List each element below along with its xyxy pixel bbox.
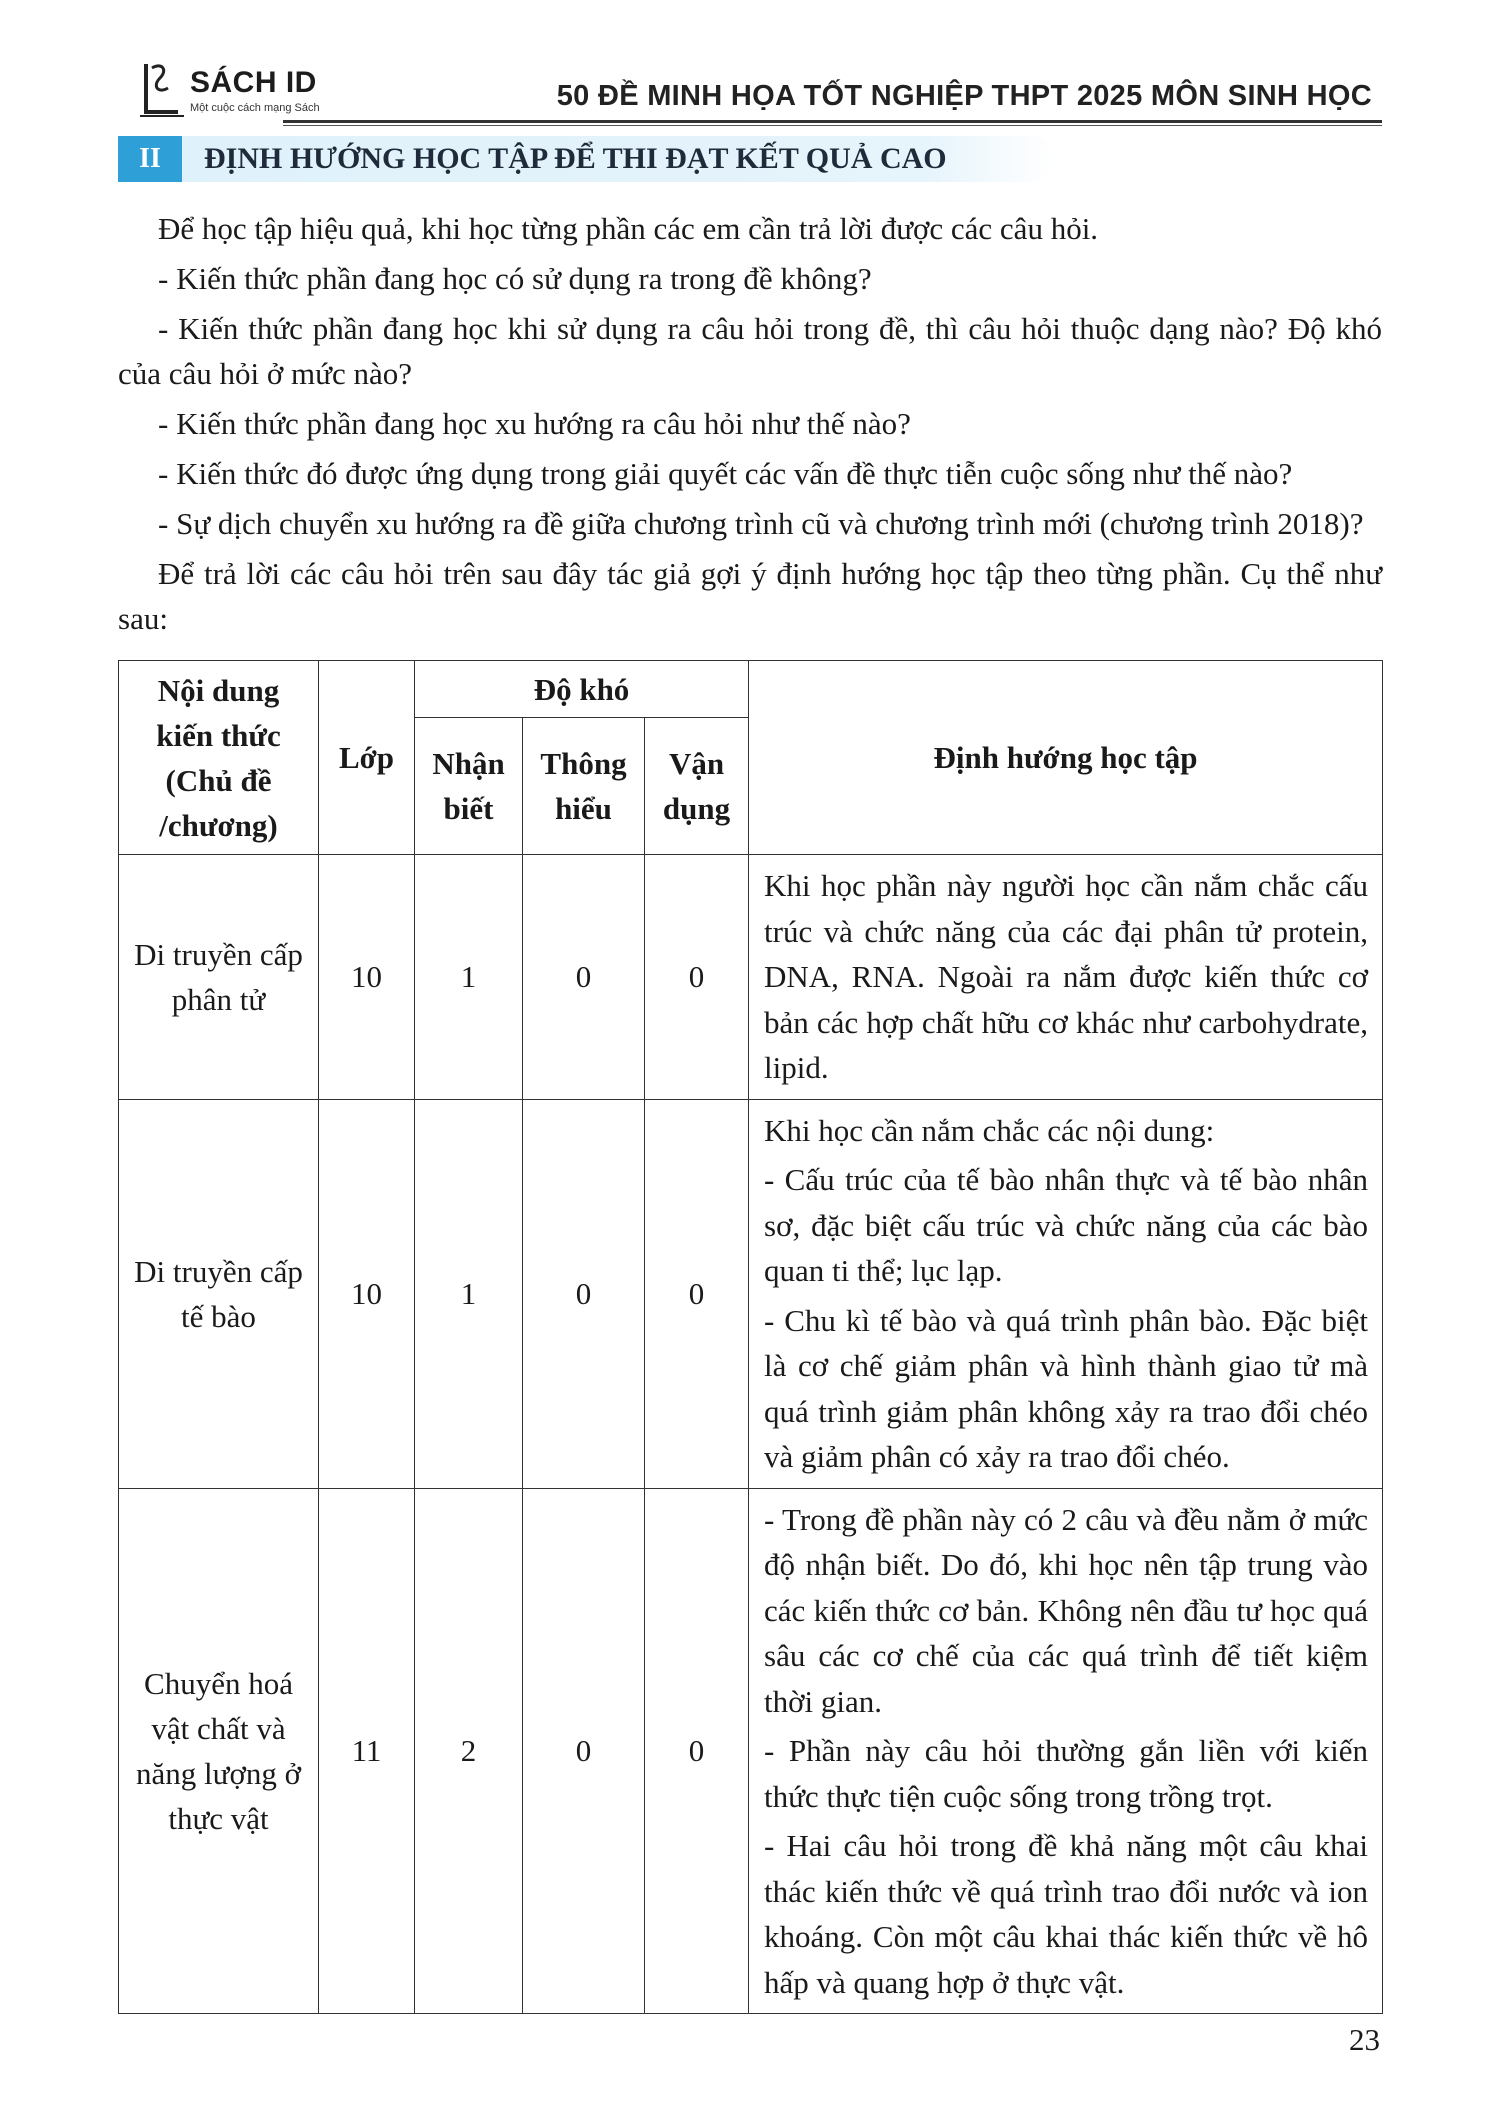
orientation-text: Khi học phần này người học cần nắm chắc cấu trúc và chức năng của các đại phân tử protein, DNA, RNA. Ngoài ra nắm được kiến thức cơ bản các hợp chất hữu cơ khác như carbohydrate, lipid.	[764, 868, 1369, 1085]
apply-cell: 0	[645, 1488, 749, 2014]
paragraph: Để trả lời các câu hỏi trên sau đây tác giả gợi ý định hướng học tập theo từng phần. Cụ thể như sau:	[118, 556, 1382, 636]
orientation-text: - Trong đề phần này có 2 câu và đều nằm ở mức độ nhận biết. Do đó, khi học nên tập trung vào các kiến thức cơ bản. Không nên đầu tư học quá sâu các cơ chế của các quá trình để tiết kiệm thời gian.	[764, 1501, 1369, 1719]
publisher-logo	[138, 60, 328, 122]
apply-cell: 0	[645, 1099, 749, 1488]
understand-cell: 0	[523, 855, 645, 1100]
page-number: 23	[1349, 2022, 1380, 2057]
grade-cell: 10	[319, 855, 415, 1100]
recognize-cell: 1	[415, 855, 523, 1100]
table-row	[119, 1099, 1383, 1488]
logo-tagline: Một cuộc cách mạng Sách	[190, 102, 320, 114]
orientation-text: - Chu kì tế bào và quá trình phân bào. Đặc biệt là cơ chế giảm phân và hình thành giao tử mà quá trình giảm phân không xảy ra trao đổi chéo và giảm phân có xảy ra trao đổi chéo.	[764, 1302, 1369, 1474]
recognize-cell: 2	[415, 1488, 523, 2014]
header-recognize: Nhận biết	[415, 718, 523, 855]
orientation-text: - Hai câu hỏi trong đề khả năng một câu khai thác kiến thức về quá trình trao đổi nước và ion khoáng. Còn một câu khai thác kiến thức về hô hấp và quang hợp ở thực vật.	[764, 1828, 1369, 2000]
section-title: ĐỊNH HƯỚNG HỌC TẬP ĐỂ THI ĐẠT KẾT QUẢ CAO	[182, 136, 1054, 182]
table-row	[119, 1488, 1383, 2014]
apply-cell: 0	[645, 855, 749, 1100]
logo-name: SÁCH ID	[190, 66, 317, 99]
orientation-cell	[749, 1099, 1383, 1488]
book-logo-icon	[138, 60, 188, 122]
understand-cell: 0	[523, 1488, 645, 2014]
header-divider	[283, 120, 1382, 123]
orientation-cell	[749, 1488, 1383, 2014]
orientation-text: Khi học cần nắm chắc các nội dung:	[764, 1112, 1215, 1148]
grade-cell: 11	[319, 1488, 415, 2014]
grade-cell: 10	[319, 1099, 415, 1488]
topic-cell: Chuyển hoá vật chất và năng lượng ở thực vật	[119, 1488, 319, 2014]
paragraph: Để học tập hiệu quả, khi học từng phần các em cần trả lời được các câu hỏi.	[158, 211, 1099, 246]
paragraph: - Sự dịch chuyển xu hướng ra đề giữa chương trình cũ và chương trình mới (chương trình 2018)?	[158, 506, 1364, 541]
orientation-text: - Cấu trúc của tế bào nhân thực và tế bào nhân sơ, đặc biệt cấu trúc và chức năng của các bào quan ti thể; lục lạp.	[764, 1162, 1369, 1288]
paragraph: - Kiến thức phần đang học có sử dụng ra trong đề không?	[158, 261, 872, 296]
header-apply: Vận dụng	[645, 718, 749, 855]
header-divider-thin	[283, 125, 1382, 126]
table-row	[119, 855, 1383, 1100]
header-difficulty: Độ khó	[415, 661, 749, 718]
intro-text	[118, 206, 1382, 646]
orientation-text: - Phần này câu hỏi thường gắn liền với kiến thức thực tiện cuộc sống trong trồng trọt.	[764, 1733, 1369, 1814]
page-header	[118, 56, 1382, 128]
recognize-cell: 1	[415, 1099, 523, 1488]
header-orientation: Định hướng học tập	[749, 661, 1383, 855]
paragraph: - Kiến thức phần đang học khi sử dụng ra câu hỏi trong đề, thì câu hỏi thuộc dạng nào? Độ khó của câu hỏi ở mức nào?	[118, 311, 1382, 391]
paragraph: - Kiến thức phần đang học xu hướng ra câu hỏi như thế nào?	[158, 406, 911, 441]
orientation-cell	[749, 855, 1383, 1100]
header-understand: Thông hiểu	[523, 718, 645, 855]
topic-cell: Di truyền cấp tế bào	[119, 1099, 319, 1488]
paragraph: - Kiến thức đó được ứng dụng trong giải quyết các vấn đề thực tiễn cuộc sống như thế nào?	[158, 456, 1293, 491]
header-content: Nội dung kiến thức (Chủ đề /chương)	[119, 661, 319, 855]
book-title: 50 ĐỀ MINH HỌA TỐT NGHIỆP THPT 2025 MÔN SINH HỌC	[556, 80, 1372, 112]
study-orientation-table	[118, 660, 1383, 2014]
topic-cell: Di truyền cấp phân tử	[119, 855, 319, 1100]
understand-cell: 0	[523, 1099, 645, 1488]
section-heading	[118, 136, 1058, 182]
section-number: II	[118, 136, 182, 182]
header-grade: Lớp	[319, 661, 415, 855]
